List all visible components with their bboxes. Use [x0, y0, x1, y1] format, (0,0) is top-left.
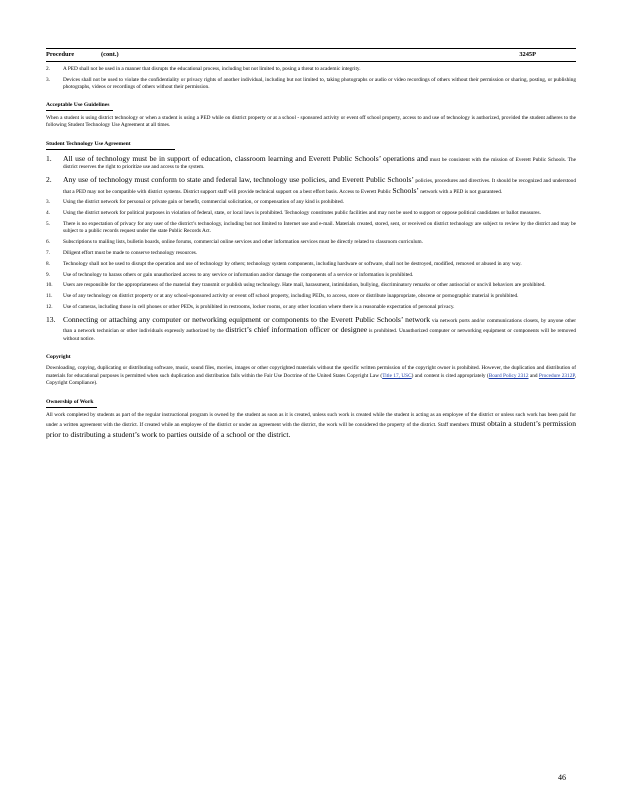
list-item [46, 282, 576, 290]
item-number: 1. [46, 153, 52, 163]
list-item [46, 175, 576, 196]
item-text: via network ports and/or communications closets, by anyone other than a network technician or other individuals expressly authorized by the [63, 317, 576, 335]
list-item [46, 261, 576, 269]
item-number: 10. [46, 282, 53, 289]
page-header [46, 48, 576, 62]
item-text: Use of technology to harass others or gain unauthorized access to any service or information and/or damage the components of a service or information is prohibited. [63, 271, 414, 278]
item-text: A PED shall not be used in a manner that disrupts the educational process, including but not limited to, posing a threat to academic integrity. [63, 66, 361, 72]
list-item [46, 239, 576, 247]
item-number: 7. [46, 250, 50, 256]
item-number: 13. [46, 314, 56, 324]
copyright-text: and [528, 372, 539, 379]
document-body [46, 66, 576, 444]
item-number: 5. [46, 220, 50, 227]
item-text-large: Any use of technology must conform to state and federal law, technology use policies, and Everett Public Schools’ [63, 174, 414, 184]
section-heading-acceptable-use: Acceptable Use Guidelines [46, 102, 113, 111]
list-item [46, 304, 576, 312]
item-text: policies, procedures and directives. It should be recognized and understood that a PED may not be compatible with district systems. District support staff will provide technical support on a best effort basis. Access to Everett Public [63, 177, 576, 195]
ownership-text: All work completed by students as part of the regular instructional program is owned by the student as soon as it is created, unless such work is created while the student is acting as an employee of the district or unless such work has been paid for under a written agreement with the district. If created while an employee of the district or under an agreement with the district, the work will be considered the property of the district. Staff members [46, 411, 576, 429]
list-item [46, 154, 576, 172]
list-item [46, 221, 576, 236]
copyright-text: , Copyright Compliance). [46, 372, 577, 387]
item-text-large: district’s chief information officer or designee [225, 325, 368, 335]
acceptable-use-paragraph: When a student is using district technology or when a student is using a PED while on district property or at a school - sponsored activity or event off school property, access to and use of technology is authorized, provided the student adheres to the following Student Technology Use Agreement at all times. [46, 114, 576, 129]
item-text: is prohibited. Unauthorized computer or networking equipment or components will be removed without notice. [63, 328, 576, 342]
item-number: 9. [46, 271, 50, 278]
item-number: 2. [46, 66, 50, 72]
item-number: 3. [46, 76, 50, 83]
item-text: Users are responsible for the appropriateness of the material they transmit or publish using technology. Hate mail, harassment, intimidation, bullying, discriminatory remarks or other antisocial or uncivil behaviors are prohibited. [63, 282, 546, 289]
item-number: 11. [46, 293, 53, 300]
item-text: Devices shall not be used to violate the confidentiality or privacy rights of another individual, including but not limited to, taking photographs or audio or video recordings of others without their permission or sharing, posting, or publishing photographs, videos or recordings of others without their permission. [63, 76, 576, 91]
item-text-large: All use of technology must be in support of education, classroom learning and Everett Public Schools’ operations and [63, 153, 428, 163]
item-text-large: Connecting or attaching any computer or networking equipment or components to the Everett Public Schools’ network [63, 314, 431, 324]
link-procedure-2312p[interactable]: Procedure 2312P [538, 372, 575, 379]
item-text: must be consistent with the mission of Everett Public Schools. The district reserves the right to prioritize use and access to the system. [63, 156, 576, 171]
copyright-text: Downloading, copying, duplicating or distributing software, music, sound files, movies, images or other copyrighted materials without the specific written permission of the copyright owner is prohibited. However, the duplication and distribution of materials for educational purposes is permitted when such duplication and distribution falls within the Fair Use Doctrine of the United States Copyright Law ( [46, 365, 576, 379]
header-cont: (cont.) [101, 51, 119, 58]
item-text: Using the district network for political purposes in violation of federal, state, or local laws is prohibited. Technology constitutes public facilities and may not be used to support or oppose political candidates or ballot measures. [63, 210, 541, 217]
list-item [46, 66, 576, 74]
item-text: Use of cameras, including those in cell phones or other PEDs, is prohibited in restrooms, locker rooms, or any other location where there is a reasonable expectation of personal privacy. [63, 303, 455, 310]
item-number: 12. [46, 303, 53, 310]
item-number: 4. [46, 210, 50, 217]
list-item [46, 199, 576, 207]
link-title-17-usc[interactable]: Title 17, USC [382, 372, 412, 379]
item-number: 6. [46, 239, 50, 246]
item-text: There is no expectation of privacy for any user of the district’s technology, including but not limited to Internet use and e-mail. Materials created, stored, sent, or received on district technology are subject to review by the district and may be subject to a public records request under the state Public Records Act. [63, 220, 576, 235]
item-text: Subscriptions to mailing lists, bulletin boards, online forums, commercial online services and other information services must be directly related to classroom curriculum. [63, 239, 423, 246]
item-number: 8. [46, 260, 50, 267]
copyright-text: ) and content is cited appropriately ( [411, 372, 489, 379]
item-number: 3. [46, 199, 50, 206]
list-item [46, 250, 576, 258]
page-number: 46 [558, 773, 566, 782]
list-item [46, 293, 576, 301]
item-text: Using the district network for personal or private gain or benefit, commercial solicitation, or compensation of any kind is prohibited. [63, 199, 344, 206]
item-text-large: Schools’ [392, 185, 419, 195]
item-text: Use of any technology on district property or at any school-sponsored activity or event off school property, including PEDs, to access, store or distribute inappropriate, obscene or pornographic material is prohibited. [63, 293, 519, 300]
ownership-text-large: must obtain a student’s permission prior to distributing a student’s work to parties outside of a school or the district. [46, 419, 577, 439]
section-heading-agreement: Student Technology Use Agreement [46, 141, 175, 150]
item-number: 2. [46, 174, 52, 184]
item-text: Diligent effort must be made to conserve technology resources. [63, 250, 198, 256]
item-text: network with a PED is not guaranteed. [420, 188, 503, 195]
section-heading-ownership: Ownership of Work [46, 399, 97, 408]
header-code: 3245P [519, 51, 536, 58]
list-item [46, 210, 576, 218]
list-item [46, 315, 576, 344]
list-item [46, 272, 576, 280]
list-item [46, 77, 576, 92]
section-heading-copyright: Copyright [46, 353, 71, 360]
item-text: Technology shall not be used to disrupt the operation and use of technology by others; technology system components, including hardware or software, shall not be destroyed, modified, removed or abused in any way. [63, 260, 522, 267]
link-board-policy-2312[interactable]: Board Policy 2312 [488, 372, 529, 379]
ownership-paragraph [46, 412, 576, 441]
copyright-paragraph [46, 365, 576, 388]
header-procedure: Procedure [46, 51, 75, 58]
